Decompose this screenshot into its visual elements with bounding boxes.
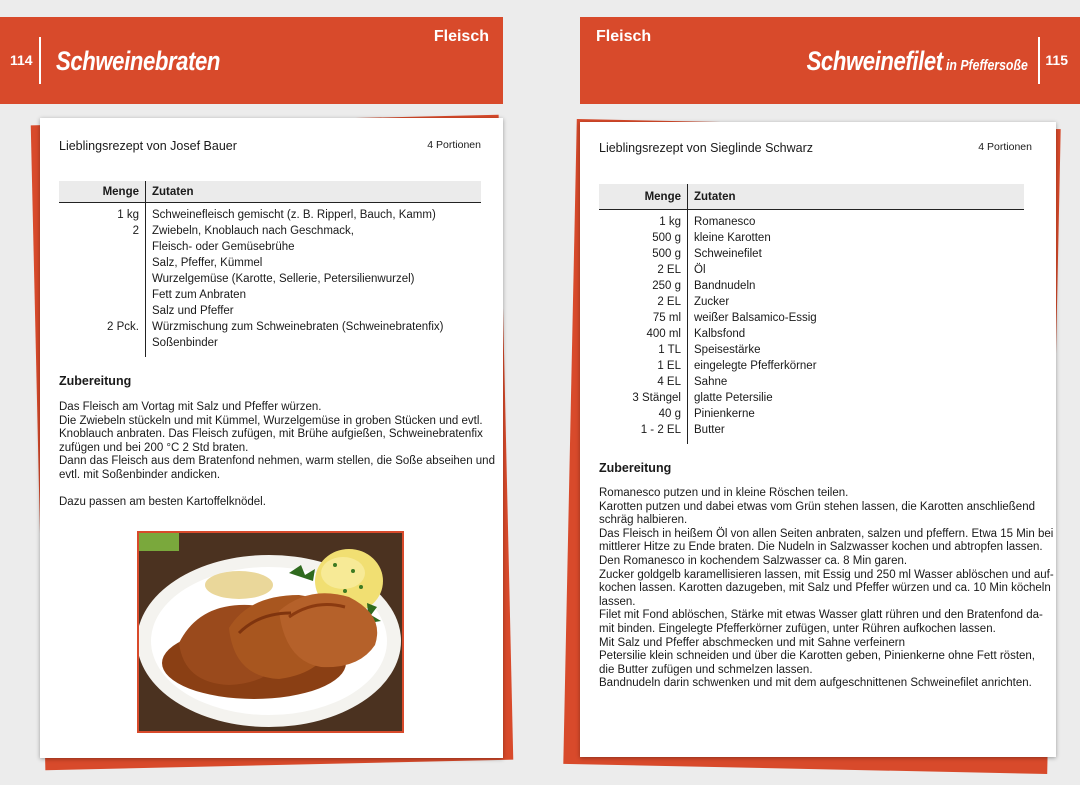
left-preparation-text — [59, 401, 495, 510]
preparation-line: Bandnudeln darin schwenken und mit dem aufgeschnittenen Schweinefilet anrichten. — [599, 677, 1032, 690]
ingredient-amount — [59, 255, 139, 271]
preparation-spacer — [59, 483, 484, 497]
right-ingredients-header — [599, 184, 1024, 210]
preparation-line: kochen lassen. Karotten dazugeben, mit Salz und Pfeffer würzen und ca. 10 Min köcheln — [599, 582, 1051, 595]
ingredient-name: Salz, Pfeffer, Kümmel — [152, 257, 263, 269]
ingredient-amount: 2 EL — [657, 264, 681, 276]
preparation-line: Das Fleisch am Vortag mit Salz und Pfeffer würzen. — [59, 401, 322, 413]
right-recipe-card — [580, 122, 1056, 757]
right-recipe-title: Schweinefilet in Pfeffersoße — [806, 46, 1028, 76]
preparation-line: Mit Salz und Pfeffer abschmecken und mit Sahne verfeinern — [599, 636, 905, 649]
ingredient-name: Zwiebeln, Knoblauch nach Geschmack, — [152, 225, 354, 237]
right-category-label: Fleisch — [596, 28, 652, 45]
right-portions: 4 Portionen — [978, 141, 1032, 153]
ingredient-name: Butter — [694, 424, 725, 436]
amount-column-header: Menge — [644, 191, 681, 203]
left-recipe-card — [40, 118, 503, 758]
right-favorite-by: Lieblingsrezept von Sieglinde Schwarz — [599, 141, 814, 155]
right-header-divider — [1038, 37, 1040, 84]
ingredient-amount — [59, 287, 139, 303]
amount-column — [599, 210, 687, 444]
preparation-line: Knoblauch anbraten. Das Fleisch zufügen, mit Brühe aufgießen, Schweinebratenfix — [59, 428, 483, 441]
ingredient-column-header: Zutaten — [687, 184, 1024, 209]
ingredient-name: weißer Balsamico-Essig — [694, 312, 817, 324]
left-header-banner — [0, 17, 503, 104]
ingredient-amount: 1 EL — [657, 360, 681, 372]
ingredient-name: Romanesco — [694, 216, 756, 228]
left-preparation-heading: Zubereitung — [59, 374, 132, 388]
ingredient-amount — [59, 303, 139, 319]
left-ingredients-body — [59, 203, 481, 357]
preparation-line: zufügen und bei 200 °C 2 Std braten. — [59, 441, 249, 454]
ingredient-amount: 250 g — [652, 280, 681, 292]
ingredient-amount — [59, 239, 139, 255]
ingredient-name: Schweinefleisch gemischt (z. B. Ripperl, Bauch, Kamm) — [152, 209, 436, 221]
ingredient-name: Bandnudeln — [694, 280, 756, 292]
amount-column — [59, 203, 145, 357]
ingredient-amount: 500 g — [652, 248, 681, 260]
preparation-line: Zucker goldgelb karamellisieren lassen, mit Essig und 250 ml Wasser ablöschen und auf- — [599, 568, 1054, 581]
ingredient-column — [145, 203, 481, 357]
ingredient-name: Würzmischung zum Schweinebraten (Schweinebratenfix) — [152, 321, 444, 333]
preparation-line: evtl. mit Soßenbinder andicken. — [59, 468, 221, 481]
left-header-divider — [39, 37, 41, 84]
ingredient-column — [687, 210, 1024, 444]
ingredient-name: Zucker — [694, 296, 730, 308]
ingredient-amount: 3 Stängel — [632, 392, 681, 404]
preparation-line: Petersilie klein schneiden und über die Karotten geben, Pinienkerne ohne Fett rösten, — [599, 650, 1036, 663]
left-favorite-by: Lieblingsrezept von Josef Bauer — [59, 139, 237, 153]
ingredient-amount: 1 - 2 EL — [640, 424, 681, 436]
ingredient-name: Fleisch- oder Gemüsebrühe — [152, 241, 295, 253]
right-page — [540, 0, 1080, 785]
preparation-line: Karotten putzen und dabei etwas vom Grün stehen lassen, die Karotten anschließend — [599, 500, 1035, 513]
ingredient-amount — [59, 271, 139, 287]
right-ingredients-table — [599, 184, 1024, 444]
left-portions: 4 Portionen — [427, 139, 481, 151]
left-category-label: Fleisch — [433, 28, 489, 45]
ingredient-name: Soßenbinder — [152, 337, 218, 349]
preparation-line: Die Zwiebeln stückeln und mit Kümmel, Wurzelgemüse in groben Stücken und evtl. — [59, 414, 483, 427]
right-page-number: 115 — [1045, 52, 1068, 68]
roast-pork-photo — [137, 531, 404, 733]
left-recipe-title: Schweinebraten — [56, 46, 221, 76]
right-recipe-subtitle: in Pfeffersoße — [946, 57, 1028, 74]
ingredient-amount: 1 TL — [658, 344, 681, 356]
preparation-line: die Butter zufügen und schmelzen lassen. — [599, 663, 813, 676]
preparation-line: Den Romanesco in kochendem Salzwasser ca. 8 Min garen. — [599, 554, 908, 567]
left-page-number: 114 — [10, 52, 33, 68]
right-header-banner — [580, 17, 1080, 104]
ingredient-name: Speisestärke — [694, 344, 761, 356]
ingredient-name: kleine Karotten — [694, 232, 771, 244]
preparation-line: Filet mit Fond ablöschen, Stärke mit etwas Wasser glatt rühren und den Bratenfond da- — [599, 609, 1043, 622]
ingredient-amount: 2 — [132, 225, 139, 237]
preparation-line: mittlerer Hitze zu Ende braten. Die Nudeln in Salzwasser kochen und abtropfen lassen. — [599, 541, 1043, 554]
ingredient-name: Fett zum Anbraten — [152, 289, 246, 301]
preparation-line: schräg halbieren. — [599, 514, 688, 527]
preparation-line: lassen. — [599, 595, 636, 608]
right-ingredients-body — [599, 210, 1024, 444]
preparation-line: Dann das Fleisch aus dem Bratenfond nehmen, warm stellen, die Soße abseihen und — [59, 455, 495, 468]
preparation-line: mit binden. Eingelegte Pfefferkörner zufügen, unter Rühren aufkochen lassen. — [599, 622, 996, 635]
ingredient-amount: 1 kg — [659, 216, 681, 228]
preparation-line: Dazu passen am besten Kartoffelknödel. — [59, 496, 266, 509]
ingredient-name: eingelegte Pfefferkörner — [694, 360, 817, 372]
ingredient-name: glatte Petersilie — [694, 392, 773, 404]
ingredient-name: Kalbsfond — [694, 328, 746, 340]
preparation-line: Das Fleisch in heißem Öl von allen Seiten anbraten, salzen und pfeffern. Etwa 15 Min bei — [599, 527, 1054, 540]
ingredient-name: Pinienkerne — [694, 408, 755, 420]
ingredient-name: Öl — [694, 264, 706, 276]
right-preparation-text — [599, 487, 1054, 691]
ingredient-amount: 75 ml — [652, 312, 681, 324]
ingredient-amount: 40 g — [658, 408, 681, 420]
ingredient-name: Salz und Pfeffer — [152, 305, 234, 317]
ingredient-name: Wurzelgemüse (Karotte, Sellerie, Petersilienwurzel) — [152, 273, 415, 285]
ingredient-amount — [59, 335, 139, 351]
right-preparation-heading: Zubereitung — [599, 461, 672, 475]
ingredient-name: Schweinefilet — [694, 248, 762, 260]
amount-column-header: Menge — [102, 186, 139, 198]
ingredient-amount: 2 Pck. — [107, 321, 139, 333]
left-ingredients-table — [59, 181, 481, 357]
ingredient-amount: 1 kg — [117, 209, 139, 221]
ingredient-amount: 500 g — [652, 232, 681, 244]
ingredient-amount: 4 EL — [657, 376, 681, 388]
ingredient-name: Sahne — [694, 376, 728, 388]
ingredient-amount: 2 EL — [657, 296, 681, 308]
ingredient-amount: 400 ml — [646, 328, 681, 340]
left-ingredients-header — [59, 181, 481, 203]
preparation-line: Romanesco putzen und in kleine Röschen teilen. — [599, 487, 849, 499]
ingredient-column-header: Zutaten — [145, 181, 481, 202]
